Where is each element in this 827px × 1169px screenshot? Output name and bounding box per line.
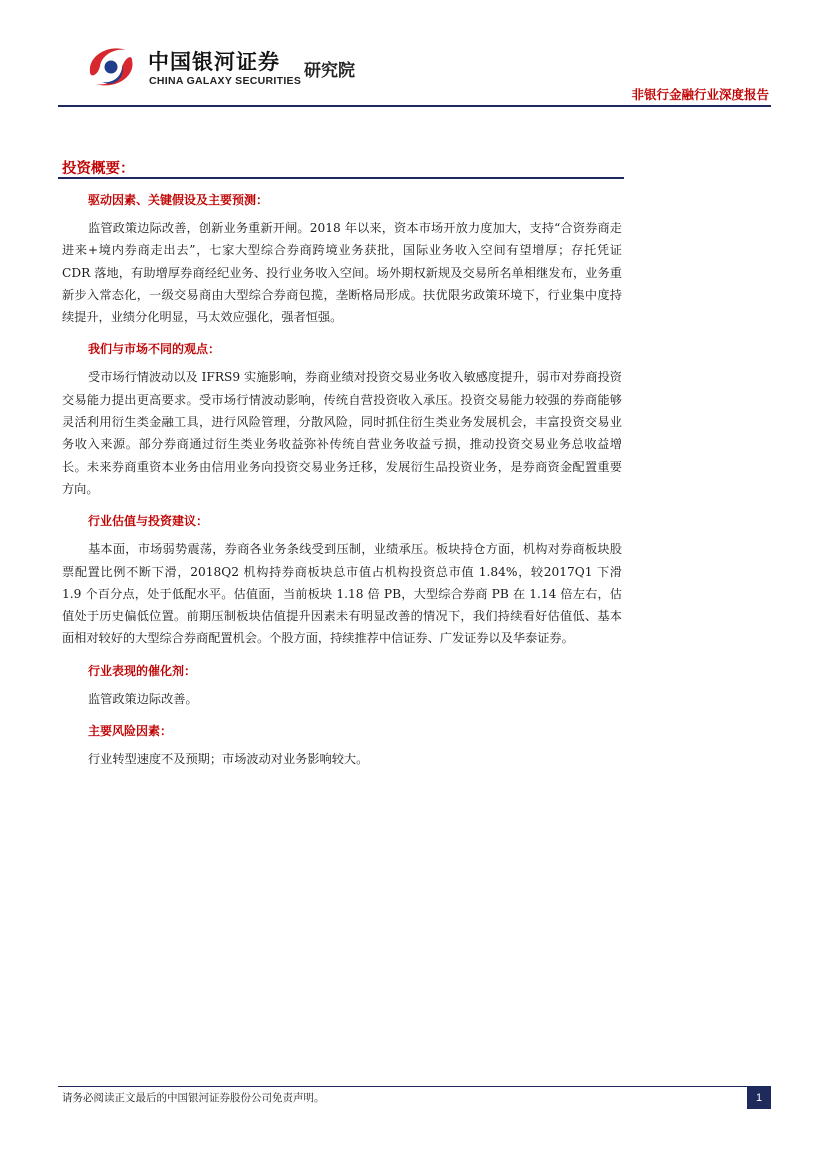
logo-area <box>82 42 382 94</box>
section-body-catalysts: 监管政策边际改善。 <box>88 691 198 706</box>
page-number: 1 <box>747 1087 771 1109</box>
logo-english-name: CHINA GALAXY SECURITIES <box>149 75 302 87</box>
section-body-drivers: 监管政策边际改善，创新业务重新开闸。2018 年以来，资本市场开放力度加大，支持“合资券商走进来+境内券商走出去”，七家大型综合券商跨境业务获批，国际业务收入空间有望增厚；存托凭证 CDR 落地，有助增厚券商经纪业务、投行业务收入空间。场外期权新规及交易所名单相继发布，业务重新步入常态化，一级交易商由大型综合券商包揽，垄断格局形成。扶优限劣政策环境下，行业集中度持续提升，业绩分化明显，马太效应强化，强者恒强。 <box>62 221 622 325</box>
footer-divider <box>58 1086 771 1087</box>
section-heading-different-views: 我们与市场不同的观点： <box>88 342 221 357</box>
page-title: 投资概要： <box>62 161 135 177</box>
section-heading-drivers: 驱动因素、关键假设及主要预测： <box>88 193 269 207</box>
header-divider <box>58 105 771 107</box>
section-body-risks: 行业转型速度不及预期；市场波动对业务影响较大。 <box>88 752 369 767</box>
galaxy-swirl-logo-icon <box>82 42 138 92</box>
section-body-valuation: 基本面，市场弱势震荡，券商各业务条线受到压制，业绩承压。板块持仓方面，机构对券商板块股票配置比例不断下滑，2018Q2 机构持券商板块总市值占机构投资总市值 1.84%，较2017Q1 下滑 1.9 个百分点，处于低配水平。估值面，当前板块 1.18 倍 PB，大型综合券商 PB 在 1.14 倍左右，估值处于历史偏低位置。前期压制板块估值提升因素未有明显改善的情况下，我们持续看好估值低、基本面相对较好的大型综合券商配置机会。个股方面，持续推荐中信证券、广发证券以及华泰证券。 <box>62 542 622 646</box>
report-body <box>62 187 622 778</box>
institute-label: 研究院 <box>304 61 355 81</box>
report-type-label: 非银行金融行业深度报告 <box>631 87 769 102</box>
section-heading-valuation: 行业估值与投资建议： <box>88 514 209 529</box>
logo-chinese-name: 中国银河证券 <box>148 50 280 74</box>
section-heading-catalysts: 行业表现的催化剂： <box>88 663 197 678</box>
section-body-different-views: 受市场行情波动以及 IFRS9 实施影响，券商业绩对投资交易业务收入敏感度提升，弱市对券商投资交易能力提出更高要求。受市场行情波动影响，传统自营投资收入承压。投资交易能力较强的券商能够灵活利用衍生类金融工具，进行风险管理，分散风险，同时抓住衍生类业务发展机会，丰富投资交易业务收入来源。部分券商通过衍生类业务收益弥补传统自营业务收益亏损，推动投资交易业务总收益增长。未来券商重资本业务由信用业务向投资交易业务迁移，发展衍生品投资业务，是券商资金配置重要方向。 <box>62 370 622 496</box>
title-divider <box>58 177 624 179</box>
footer-disclaimer: 请务必阅读正文最后的中国银河证券股份公司免责声明。 <box>62 1092 325 1104</box>
section-heading-risks: 主要风险因素： <box>88 724 173 739</box>
